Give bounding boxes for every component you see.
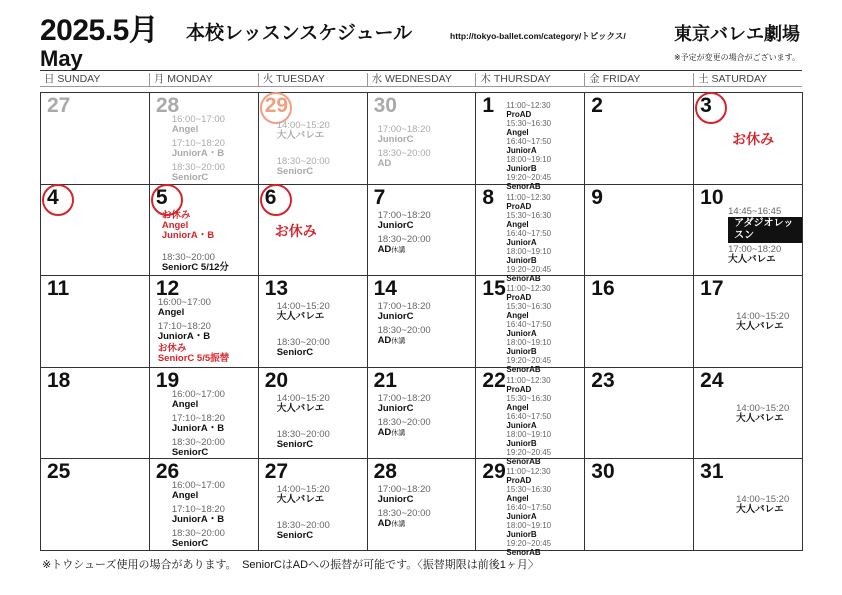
class-name: Angel	[506, 311, 529, 321]
class-name: 大人バレエ	[736, 412, 784, 424]
time-slot: 18:30~20:00	[377, 148, 431, 159]
day-cell	[585, 93, 694, 185]
class-name: SeniorC	[171, 446, 209, 458]
day-number: 30	[591, 460, 615, 484]
time-slot: 17:00~18:20	[377, 484, 431, 496]
time-slot: 18:30~20:00	[377, 508, 431, 520]
time-slot: 17:10~18:20	[171, 504, 225, 516]
holiday-label: お休み	[732, 131, 775, 147]
day-number: 29	[264, 94, 289, 117]
adagio-lesson-badge: アダジオレッスン	[728, 217, 802, 243]
time-slot: 15:30~16:30	[506, 302, 552, 312]
class-name: 大人バレエ	[276, 494, 325, 506]
schedule-list	[277, 485, 330, 541]
class-name: JuniorB	[506, 438, 537, 448]
class-name: JuniorC	[377, 134, 414, 145]
class-name: JuniorB	[506, 255, 537, 265]
class-name: JuniorC	[377, 494, 414, 506]
schedule-list	[378, 485, 431, 530]
day-cell	[259, 459, 368, 551]
day-number: 13	[264, 277, 289, 301]
time-slot: 17:00~18:20	[377, 124, 431, 135]
class-name: SeniorC	[276, 438, 314, 450]
day-number: 7	[373, 185, 386, 209]
page-title: 2025.5月	[40, 14, 159, 47]
day-cell	[585, 185, 694, 277]
time-slot: 18:30~20:00	[377, 233, 431, 245]
weekday-monday: 月 MONDAY	[149, 73, 258, 87]
time-slot: 14:45~16:45	[728, 205, 782, 217]
class-name: SeniorC	[276, 347, 314, 359]
holiday-label: お休み	[274, 222, 317, 239]
schedule-list	[378, 211, 431, 256]
time-slot: 14:00~15:20	[276, 301, 330, 313]
schedule-list	[378, 125, 431, 169]
cancel-note: 休講	[391, 246, 406, 254]
day-cell	[694, 459, 803, 551]
day-number: 16	[591, 277, 615, 301]
class-name: 大人バレエ	[276, 311, 325, 323]
day-cell	[476, 93, 585, 191]
schedule-list	[506, 284, 551, 374]
schedule-list	[172, 115, 225, 183]
time-slot: 18:30~20:00	[171, 162, 225, 173]
class-name: JuniorA	[506, 329, 537, 339]
class-name: Angel	[157, 307, 185, 319]
time-slot: 16:00~17:00	[171, 388, 225, 400]
day-cell	[694, 276, 803, 368]
day-cell	[259, 93, 368, 185]
class-name: SeniorC	[276, 530, 314, 542]
day-cell	[41, 368, 150, 460]
class-name: Angel	[171, 490, 199, 502]
day-number: 11	[47, 277, 70, 301]
class-name: AD	[377, 243, 392, 255]
class-name: SenorAB	[506, 548, 541, 558]
day-cell	[41, 459, 150, 551]
class-name: ProAD	[506, 384, 532, 394]
class-name: JuniorA・B	[171, 514, 225, 526]
time-slot: 16:40~17:50	[506, 228, 552, 238]
day-cell	[368, 368, 477, 460]
time-slot: 19:20~20:45	[506, 356, 552, 366]
class-name: Angel	[506, 494, 529, 504]
day-cell	[694, 185, 803, 277]
holiday-note: お休み	[161, 209, 191, 221]
day-number: 31	[700, 460, 724, 484]
time-slot: 19:20~20:45	[506, 447, 552, 457]
class-name: JuniorC	[377, 402, 414, 414]
time-slot: 16:40~17:50	[506, 320, 552, 330]
time-slot: 14:00~15:20	[736, 311, 790, 323]
time-slot: 15:30~16:30	[506, 393, 552, 403]
time-slot: 18:00~19:10	[506, 155, 552, 164]
class-name: ProAD	[506, 476, 532, 486]
schedule-list	[378, 394, 431, 439]
time-slot: 19:20~20:45	[506, 264, 552, 274]
time-slot: 18:00~19:10	[506, 429, 552, 439]
day-cell	[259, 368, 368, 460]
schedule-list	[378, 302, 431, 347]
time-slot: 19:20~20:45	[506, 539, 552, 549]
day-number: 20	[264, 368, 289, 392]
time-slot: 18:30~20:00	[377, 325, 431, 337]
day-number: 6	[264, 185, 277, 209]
class-name: 大人バレエ	[736, 321, 784, 333]
class-name: 大人バレエ	[276, 402, 325, 414]
weekday-wednesday: 水 WEDNESDAY	[367, 73, 476, 87]
day-cell	[585, 368, 694, 460]
time-slot: 18:30~20:00	[171, 528, 225, 540]
class-name: SeniorC	[276, 166, 314, 177]
time-slot: 18:30~20:00	[161, 251, 215, 263]
day-cell	[694, 93, 803, 185]
day-number: 5	[155, 185, 168, 209]
time-slot: 15:30~16:30	[506, 210, 552, 220]
time-slot: 11:00~12:30	[506, 375, 551, 385]
class-name: Angel	[506, 402, 529, 412]
time-slot: 16:00~17:00	[171, 114, 225, 125]
weekday-tuesday: 火 TUESDAY	[258, 73, 367, 87]
day-cell	[150, 93, 259, 185]
day-cell	[41, 93, 150, 185]
time-slot: 17:00~18:20	[377, 392, 431, 404]
schedule-list	[277, 121, 330, 177]
day-number: 27	[47, 94, 71, 117]
day-cell	[150, 185, 259, 277]
class-name: SenorAB	[506, 456, 541, 466]
day-cell	[41, 185, 150, 277]
venue-name: 東京バレエ劇場	[674, 24, 800, 44]
schedule-list	[277, 302, 330, 358]
time-slot: 14:00~15:20	[276, 484, 330, 496]
time-slot: 16:40~17:50	[506, 137, 552, 146]
day-cell	[368, 276, 477, 368]
schedule-list	[736, 312, 789, 332]
day-cell	[585, 276, 694, 368]
day-cell	[585, 459, 694, 551]
day-number: 3	[700, 94, 712, 117]
day-cell	[476, 273, 585, 375]
cancel-note: 休講	[391, 429, 406, 437]
day-cell	[476, 185, 585, 283]
day-cell	[150, 459, 259, 551]
weekday-saturday: 土 SATURDAY	[693, 73, 802, 87]
day-number: 25	[47, 460, 71, 484]
time-slot: 16:40~17:50	[506, 503, 552, 513]
class-name: JuniorB	[506, 347, 537, 357]
class-name: JuniorA	[506, 237, 537, 247]
weekday-friday: 金 FRIDAY	[584, 73, 693, 87]
day-cell	[259, 276, 368, 368]
day-number: 17	[700, 277, 724, 301]
time-slot: 19:20~20:45	[506, 173, 552, 182]
class-name: AD	[377, 158, 392, 169]
class-name: AD	[377, 426, 392, 438]
time-slot: 18:30~20:00	[276, 428, 330, 440]
day-number: 29	[482, 460, 506, 484]
day-number: 18	[47, 368, 71, 392]
class-name: SeniorC	[171, 172, 209, 183]
time-slot: 16:40~17:50	[506, 411, 552, 421]
class-name: JuniorA	[506, 512, 537, 522]
day-number: 10	[700, 185, 724, 209]
day-cell	[150, 368, 259, 460]
time-slot: 18:30~20:00	[171, 436, 225, 448]
day-number: 4	[47, 185, 59, 209]
time-slot: 17:00~18:20	[377, 301, 431, 313]
time-slot: 14:00~15:20	[736, 402, 790, 414]
class-name: Angel	[171, 398, 199, 410]
time-slot: 11:00~12:30	[506, 284, 551, 294]
class-name: AD	[377, 335, 392, 347]
class-name: JuniorC	[377, 219, 414, 231]
time-slot: 15:30~16:30	[506, 119, 552, 128]
class-name: ProAD	[506, 293, 532, 303]
day-number: 14	[373, 277, 397, 301]
class-name: JuniorA・B	[171, 148, 225, 159]
time-slot: 14:00~15:20	[276, 120, 330, 131]
time-slot: 17:10~18:20	[157, 321, 211, 333]
time-slot: 17:00~18:20	[728, 243, 782, 255]
day-number: 26	[155, 460, 180, 484]
day-number: 21	[373, 368, 397, 392]
schedule-list	[736, 404, 789, 424]
class-name: 大人バレエ	[736, 504, 784, 516]
time-slot: 16:00~17:00	[157, 297, 211, 309]
day-cell	[368, 459, 477, 551]
schedule-list	[162, 211, 229, 273]
day-cell	[368, 185, 477, 277]
schedule-list	[172, 390, 225, 458]
time-slot: 16:00~17:00	[171, 480, 225, 492]
month-label: May	[40, 46, 83, 71]
day-number: 19	[155, 368, 180, 392]
class-name: SenorAB	[506, 273, 541, 283]
class-name: SeniorC 5/12分	[161, 261, 229, 273]
time-slot: 14:00~15:20	[736, 494, 790, 506]
footer-note: ※トウシューズ使用の場合があります。 SeniorCはADへの振替が可能です。〈振替期限は前後1ヶ月〉	[42, 559, 539, 571]
time-slot: 18:30~20:00	[377, 416, 431, 428]
schedule-list	[728, 207, 802, 265]
divider	[40, 70, 802, 71]
calendar-grid	[40, 92, 803, 558]
class-name: JuniorA・B	[171, 422, 225, 434]
day-number: 1	[482, 94, 495, 117]
schedule-list	[506, 467, 551, 557]
schedule-list	[158, 298, 229, 364]
time-slot: 18:00~19:10	[506, 246, 552, 256]
class-name: 大人バレエ	[728, 253, 776, 265]
time-slot: 18:30~20:00	[276, 520, 330, 532]
time-slot: 18:30~20:00	[276, 156, 330, 167]
class-name: Angel	[161, 219, 189, 231]
cancel-note: 休講	[391, 338, 406, 346]
class-name: Angel	[506, 128, 529, 137]
time-slot: 18:00~19:10	[506, 521, 552, 531]
day-cell	[368, 93, 477, 185]
day-number: 30	[373, 94, 397, 117]
day-cell	[694, 368, 803, 460]
day-number: 27	[264, 460, 289, 484]
time-slot: 11:00~12:30	[506, 192, 551, 202]
class-name: SenorAB	[506, 365, 541, 375]
day-number: 24	[700, 368, 724, 392]
schedule-list	[172, 481, 225, 549]
class-name: ProAD	[506, 110, 532, 119]
time-slot: 14:00~15:20	[276, 392, 330, 404]
day-number: 15	[482, 277, 506, 301]
day-number: 9	[591, 185, 603, 209]
class-name: JuniorB	[506, 164, 537, 173]
website-url[interactable]: http://tokyo-ballet.com/category/トピックス/	[450, 31, 626, 41]
day-number: 2	[591, 94, 603, 117]
class-name: 大人バレエ	[276, 130, 325, 141]
class-name: JuniorB	[506, 530, 537, 540]
time-slot: 18:00~19:10	[506, 338, 552, 348]
time-slot: 11:00~12:30	[506, 467, 551, 477]
cancel-note: 休講	[391, 521, 406, 529]
day-number: 23	[591, 368, 615, 392]
class-name: ProAD	[506, 201, 532, 211]
class-name: Angel	[506, 219, 529, 229]
class-name: JuniorA	[506, 146, 537, 155]
time-slot: 18:30~20:00	[276, 337, 330, 349]
time-slot: 17:00~18:20	[377, 209, 431, 221]
time-slot: 17:10~18:20	[171, 138, 225, 149]
class-name: SeniorC	[171, 538, 209, 550]
class-name: SeniorC 5/5振替	[157, 353, 230, 365]
day-cell	[476, 368, 585, 466]
page-subtitle: 本校レッスンスケジュール	[186, 23, 413, 44]
time-slot: 17:10~18:20	[171, 412, 225, 424]
time-slot: 11:00~12:30	[506, 101, 551, 110]
schedule-list	[506, 193, 551, 283]
weekday-sunday: 日 SUNDAY	[40, 73, 149, 87]
class-name: Angel	[171, 124, 199, 135]
class-name: JuniorA・B	[161, 229, 215, 241]
schedule-list	[506, 376, 551, 466]
change-notice: ※予定が変更の場合がございます。	[673, 53, 800, 62]
schedule-list	[506, 101, 551, 191]
schedule-list	[736, 495, 789, 515]
day-number: 12	[155, 277, 180, 301]
day-number: 8	[482, 185, 495, 209]
class-name: JuniorA・B	[157, 331, 211, 343]
day-cell	[259, 185, 368, 277]
day-cell	[476, 456, 585, 558]
weekday-thursday: 木 THURSDAY	[475, 73, 584, 87]
class-name: JuniorC	[377, 311, 414, 323]
holiday-note: お休み	[157, 343, 187, 355]
class-name: JuniorA	[506, 420, 537, 430]
schedule-list	[277, 394, 330, 450]
day-cell	[150, 276, 259, 368]
class-name: AD	[377, 518, 392, 530]
time-slot: 15:30~16:30	[506, 485, 552, 495]
day-number: 28	[155, 94, 180, 117]
day-number: 22	[482, 368, 506, 392]
day-cell	[41, 276, 150, 368]
class-name: SenorAB	[506, 182, 541, 191]
weekday-header	[40, 73, 802, 87]
day-number: 28	[373, 460, 397, 484]
